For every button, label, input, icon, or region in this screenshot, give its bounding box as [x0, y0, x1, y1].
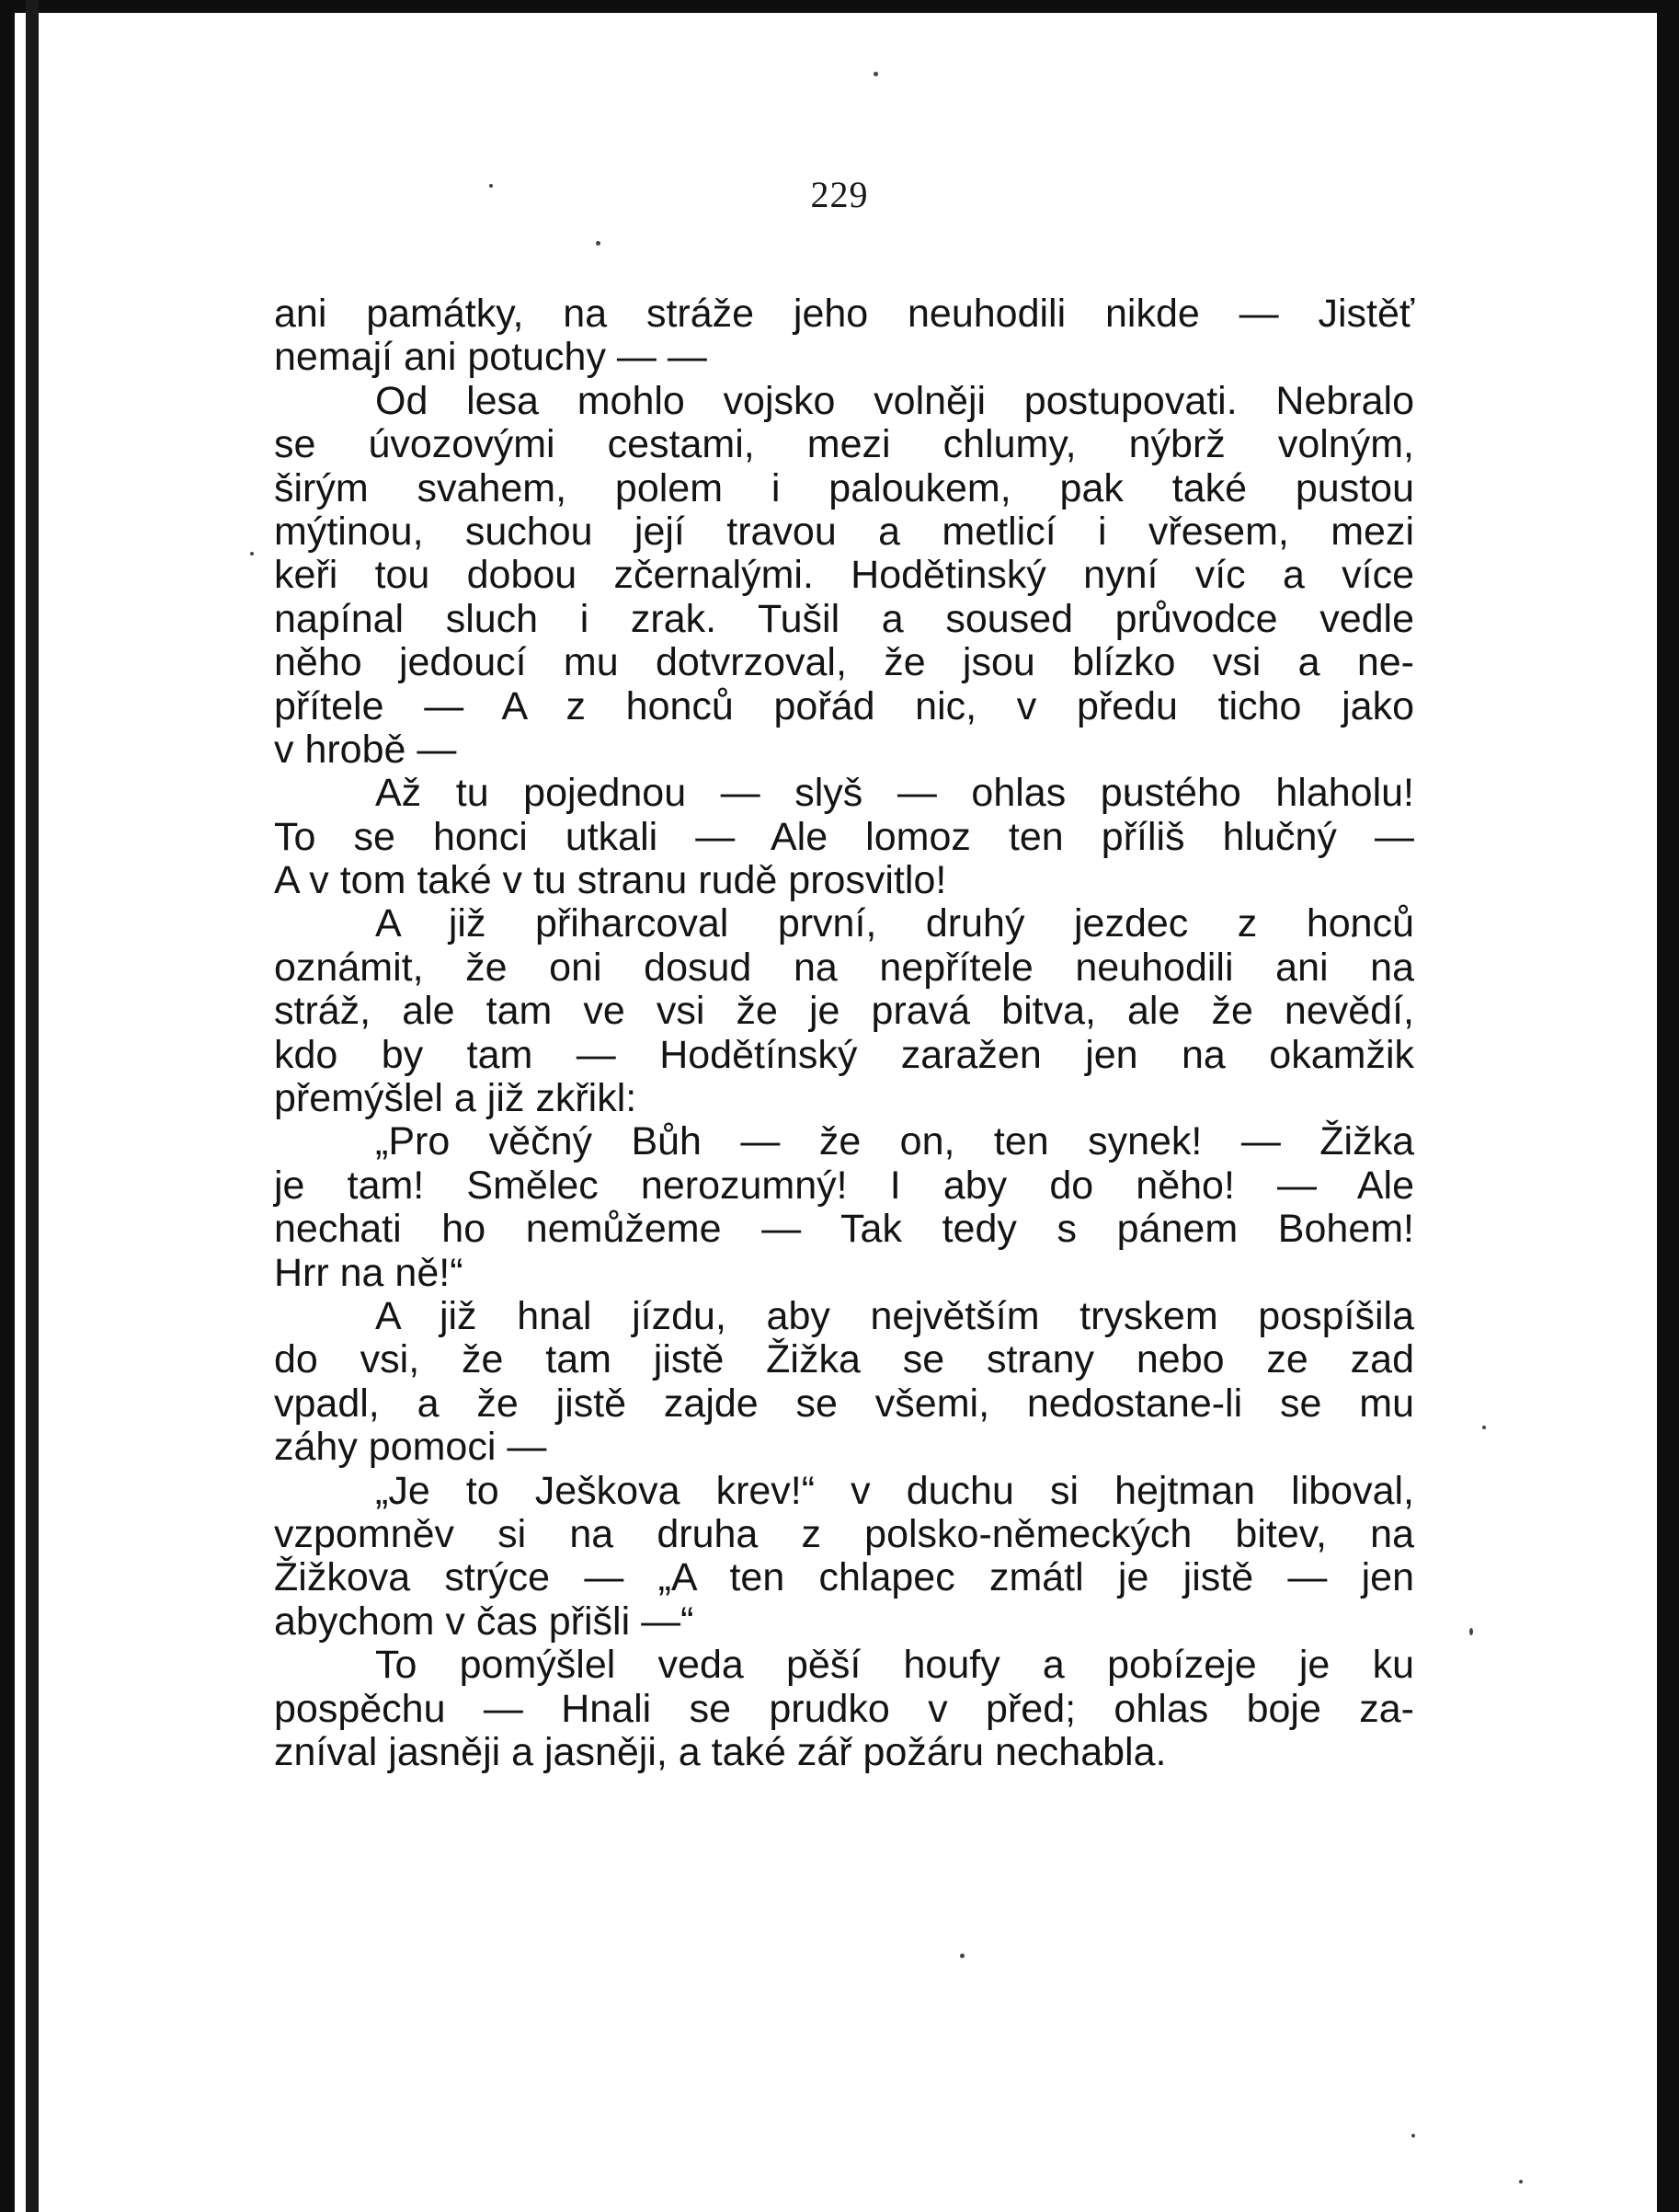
text-line: „Je to Ješkova krev!“ v duchu si hejtman liboval,: [375, 1468, 1414, 1513]
scan-speck: [596, 241, 600, 246]
text-line: mýtinou, suchou její travou a metlicí i vřesem, mezi: [274, 509, 1414, 554]
scan-speck: [1482, 1426, 1486, 1429]
scan-speck: [960, 1954, 965, 1958]
scan-border-right: [1657, 0, 1679, 2212]
text-line: se úvozovými cestami, mezi chlumy, nýbrž volným,: [274, 422, 1414, 467]
text-line: oznámit, že oni dosud na nepřítele neuhodili ani na: [274, 945, 1414, 990]
text-line: v hrobě —: [274, 727, 457, 772]
paragraph: [274, 902, 1414, 1120]
text-line: Hrr na ně!“: [274, 1250, 463, 1295]
text-line: nechati ho nemůžeme — Tak tedy s pánem Bohem!: [274, 1207, 1414, 1252]
text-line: je tam! Smělec nerozumný! I aby do něho! — Ale: [274, 1163, 1414, 1208]
scan-speck: [250, 552, 254, 556]
text-line: Až tu pojednou — slyš — ohlas pustého hlaholu!: [375, 771, 1414, 816]
text-line: keři tou dobou zčernalými. Hodětinský nyní víc a více: [274, 553, 1414, 598]
paragraph: [274, 772, 1414, 902]
text-line: něho jedoucí mu dotvrzoval, že jsou blízko vsi a ne-: [274, 640, 1414, 685]
text-line: vzpomněv si na druha z polsko-německých bitev, na: [274, 1511, 1414, 1556]
paragraph: [274, 1120, 1414, 1295]
scan-border-top: [0, 0, 1679, 13]
paragraph: [274, 1295, 1414, 1470]
text-line: do vsi, že tam jistě Žižka se strany nebo ze zad: [274, 1337, 1414, 1382]
text-line: Žižkova strýce — „A ten chlapec zmátl je jistě — jen: [274, 1555, 1414, 1600]
text-line: „Pro věčný Bůh — že on, ten synek! — Žižka: [375, 1119, 1414, 1164]
scan-border-left: [0, 0, 15, 2212]
text-line: zníval jasněji a jasněji, a také zář požáru nechabla.: [274, 1729, 1167, 1774]
text-line: napínal sluch i zrak. Tušil a soused průvodce vedle: [274, 596, 1414, 641]
body-text: [274, 292, 1414, 1774]
text-line: To se honci utkali — Ale lomoz ten příliš hlučný —: [274, 814, 1414, 859]
text-line: přemýšlel a již zkřikl:: [274, 1076, 637, 1121]
paragraph: [274, 1644, 1414, 1774]
scan-speck: [1411, 2134, 1415, 2138]
text-line: A již hnal jízdu, aby největším tryskem pospíšila: [375, 1293, 1414, 1338]
text-line: A v tom také v tu stranu rudě prosvitlo!: [274, 858, 947, 903]
text-line: vpadl, a že jistě zajde se všemi, nedostane-li se mu: [274, 1381, 1414, 1426]
scan-speck: [1469, 1628, 1473, 1635]
text-line: přítele — A z honců pořád nic, v předu ticho jako: [274, 683, 1414, 728]
paragraph: [274, 292, 1414, 380]
paragraph: [274, 380, 1414, 773]
paragraph: [274, 1470, 1414, 1645]
scan-speck: [1519, 2180, 1523, 2183]
scan-speck: [874, 72, 878, 76]
text-line: ani památky, na stráže jeho neuhodili nikde — Jistěť: [274, 292, 1414, 336]
text-line: pospěchu — Hnali se prudko v před; ohlas boje za-: [274, 1686, 1414, 1731]
text-line: širým svahem, polem i paloukem, pak také pustou: [274, 465, 1414, 510]
text-line: kdo by tam — Hodětínský zaražen jen na okamžik: [274, 1032, 1414, 1077]
text-line: A již přiharcoval první, druhý jezdec z honců: [375, 901, 1414, 946]
text-line: nemají ani potuchy — —: [274, 335, 707, 380]
text-line: stráž, ale tam ve vsi že je pravá bitva, ale že nevědí,: [274, 989, 1414, 1034]
text-line: záhy pomoci —: [274, 1425, 547, 1470]
page-number: 229: [810, 174, 869, 215]
text-line: abychom v čas přišli —“: [274, 1599, 694, 1644]
text-line: To pomýšlel veda pěší houfy a pobízeje je ku: [375, 1643, 1414, 1688]
scan-border-left-inner: [26, 0, 39, 2212]
text-line: Od lesa mohlo vojsko volněji postupovati. Nebralo: [375, 378, 1414, 423]
